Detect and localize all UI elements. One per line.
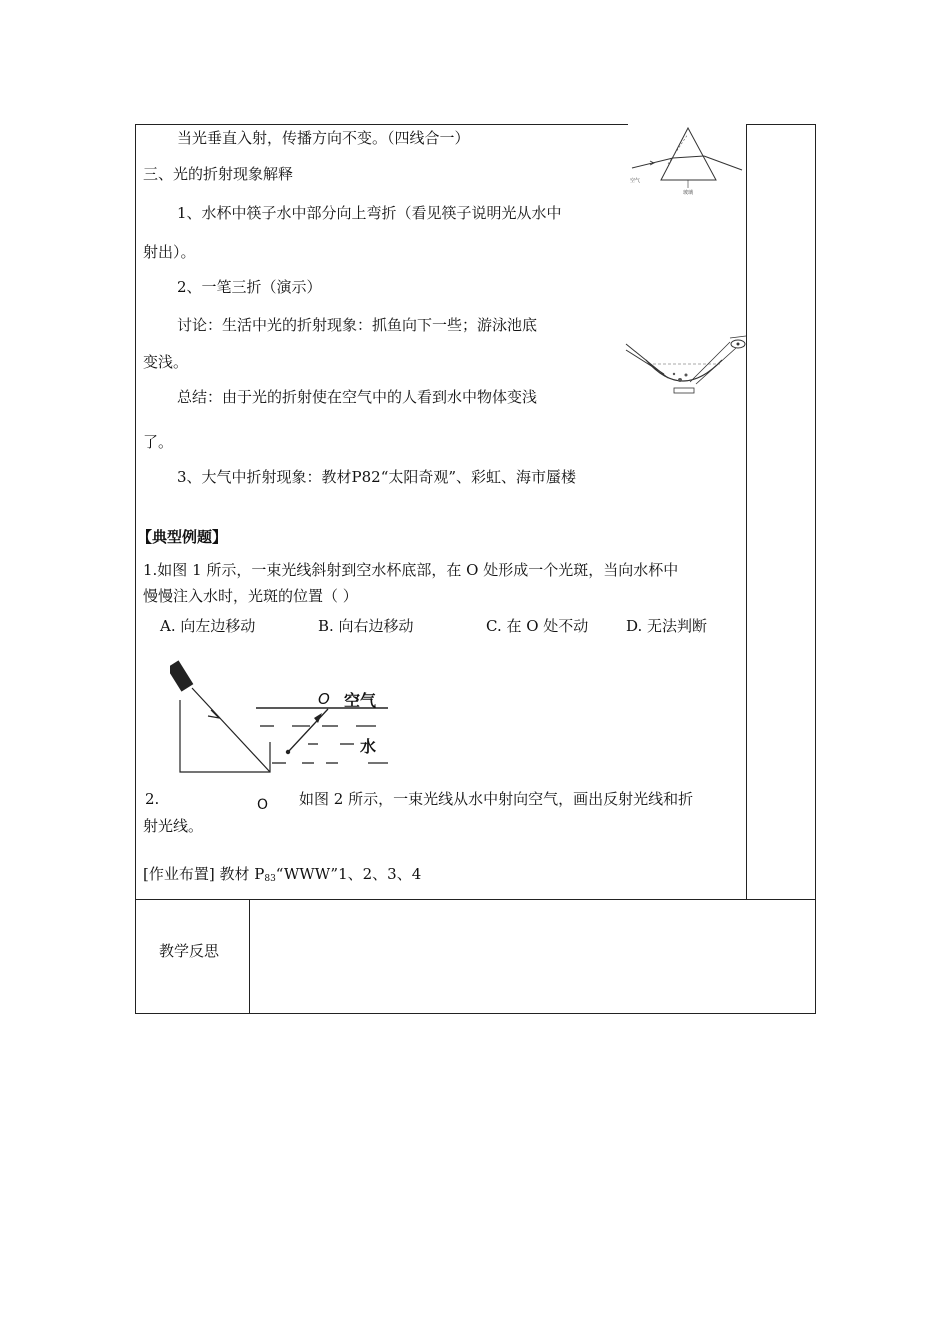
- figure2-label-water: 水: [360, 737, 377, 756]
- text-discussion-b: 变浅。: [143, 353, 189, 371]
- prism-label-air: 空气: [630, 178, 641, 184]
- text-item3: 3、大气中折射现象：教材P82“太阳奇观”、彩虹、海市蜃楼: [177, 468, 577, 486]
- question1-option-d: D. 无法判断: [626, 617, 708, 635]
- prism-label-glass: 玻璃: [683, 190, 694, 196]
- teaching-reflection-cell[interactable]: [250, 900, 815, 1013]
- table-left-border: [135, 124, 136, 1014]
- text-summary-a: 总结：由于光的折射使在空气中的人看到水中物体变浅: [177, 388, 538, 406]
- text-item2: 2、一笔三折（演示）: [177, 278, 322, 296]
- question1-option-a: A. 向左边移动: [160, 617, 256, 635]
- prism-figure: [628, 124, 746, 196]
- homework-prefix: [作业布置] 教材 P: [143, 865, 265, 883]
- table-right-border: [815, 124, 816, 1014]
- text-item1-b: 射出）。: [143, 243, 196, 261]
- homework-suffix: “WWW”1、2、3、4: [275, 865, 422, 883]
- homework-line: [143, 865, 421, 888]
- question1-line-a: 1.如图 1 所示，一束光线斜射到空水杯底部，在 O 处形成一个光斑，当向水杯中: [143, 561, 679, 579]
- heading-refraction-explanation: 三、光的折射现象解释: [143, 165, 294, 183]
- text-item1-a: 1、水杯中筷子水中部分向上弯折（看见筷子说明光从水中: [177, 204, 562, 222]
- figure2-label-o: O: [318, 690, 330, 708]
- homework-page-number: 83: [264, 874, 276, 884]
- question1-line-b: 慢慢注入水时，光斑的位置（ ）: [143, 587, 358, 605]
- text-discussion-a: 讨论：生活中光的折射现象：抓鱼向下一些；游泳池底: [177, 316, 538, 334]
- text-line-perpendicular: 当光垂直入射，传播方向不变。（四线合一）: [177, 129, 470, 147]
- question1-option-b: B. 向右边移动: [318, 617, 414, 635]
- question1-option-c: C. 在 O 处不动: [486, 617, 589, 635]
- question2-number: 2.: [145, 790, 160, 808]
- question2-line-b: 射光线。: [143, 817, 204, 835]
- examples-heading: 【典型例题】: [137, 528, 228, 546]
- table-top-border-left: [135, 124, 628, 125]
- figure2-interface: [252, 688, 402, 768]
- table-bottom-border: [135, 1013, 816, 1014]
- figure2-label-air: 空气: [344, 691, 377, 710]
- bowl-figure: [620, 330, 750, 402]
- teaching-reflection-label: 教学反思: [159, 942, 220, 960]
- text-summary-b: 了。: [143, 433, 174, 451]
- question2-line-a: 如图 2 所示，一束光线从水中射向空气，画出反射光线和折: [299, 790, 694, 808]
- table-top-border-right: [746, 124, 816, 125]
- table-inner-right-border: [746, 124, 747, 900]
- figure1-label-o: O: [257, 797, 269, 813]
